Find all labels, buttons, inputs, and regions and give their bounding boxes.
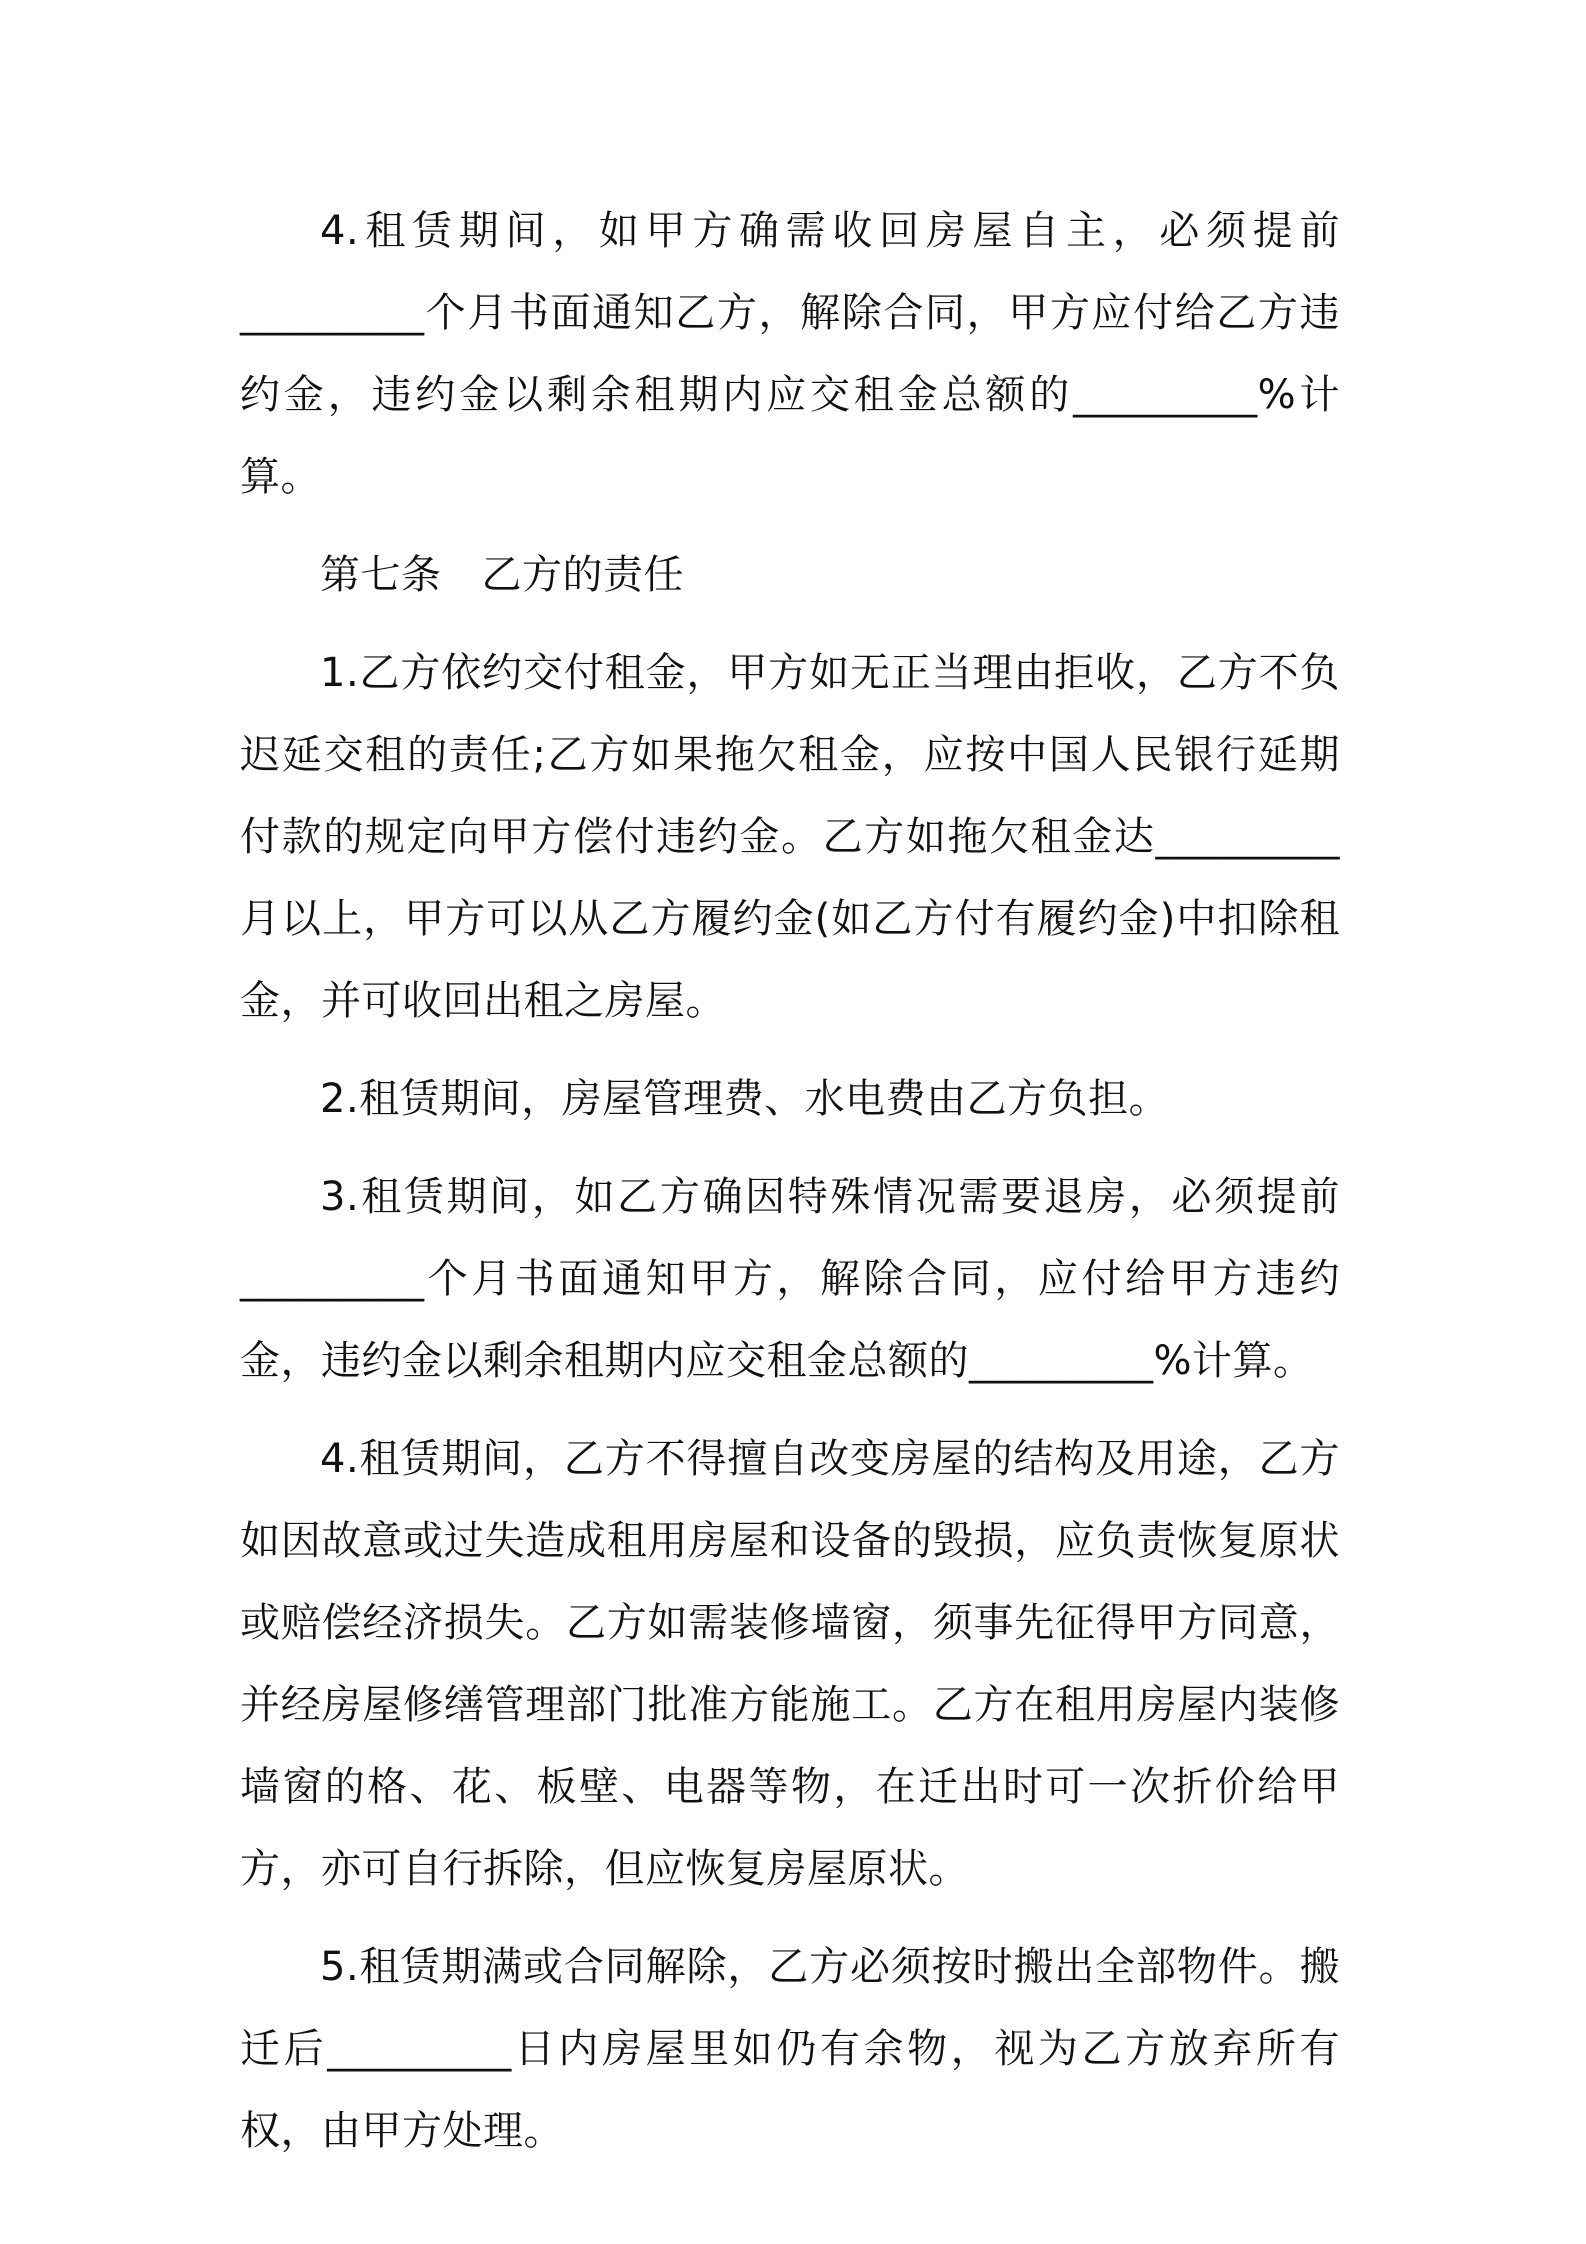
article-heading bbox=[240, 534, 1340, 616]
paragraph-fees: 2.租赁期间，房屋管理费、水电费由乙方负担。 bbox=[320, 1076, 1170, 1122]
article-title: 乙方的责任 bbox=[481, 552, 684, 598]
paragraph-move-out: 5.租赁期满或合同解除，乙方必须按时搬出全部物件。搬迁后_________日内房屋里如仍有余物，视为乙方放弃所有权，由甲方处理。 bbox=[240, 1944, 1340, 2154]
article-number: 第七条 bbox=[320, 552, 442, 598]
document-body bbox=[240, 190, 1340, 2172]
paragraph-rent-payment: 1.乙方依约交付租金，甲方如无正当理由拒收，乙方不负迟延交租的责任;乙方如果拖欠租金，应按中国人民银行延期付款的规定向甲方偿付违约金。乙方如拖欠租金达_________月以上，甲方可以从乙方履约金(如乙方付有履约金)中扣除租金，并可收回出租之房屋。 bbox=[240, 650, 1340, 1024]
paragraph-structure-renovation: 4.租赁期间，乙方不得擅自改变房屋的结构及用途，乙方如因故意或过失造成租用房屋和设备的毁损，应负责恢复原状或赔偿经济损失。乙方如需装修墙窗，须事先征得甲方同意，并经房屋修缮管理部门批准方能施工。乙方在租用房屋内装修墙窗的格、花、板壁、电器等物，在迁出时可一次折价给甲方，亦可自行拆除，但应恢复房屋原状。 bbox=[240, 1436, 1340, 1892]
paragraph-landlord-termination: 4.租赁期间，如甲方确需收回房屋自主，必须提前_________个月书面通知乙方，解除合同，甲方应付给乙方违约金，违约金以剩余租期内应交租金总额的_________%计算。 bbox=[240, 208, 1340, 500]
paragraph-tenant-termination: 3.租赁期间，如乙方确因特殊情况需要退房，必须提前_________个月书面通知甲方，解除合同，应付给甲方违约金，违约金以剩余租期内应交租金总额的_________%计算。 bbox=[240, 1174, 1340, 1384]
